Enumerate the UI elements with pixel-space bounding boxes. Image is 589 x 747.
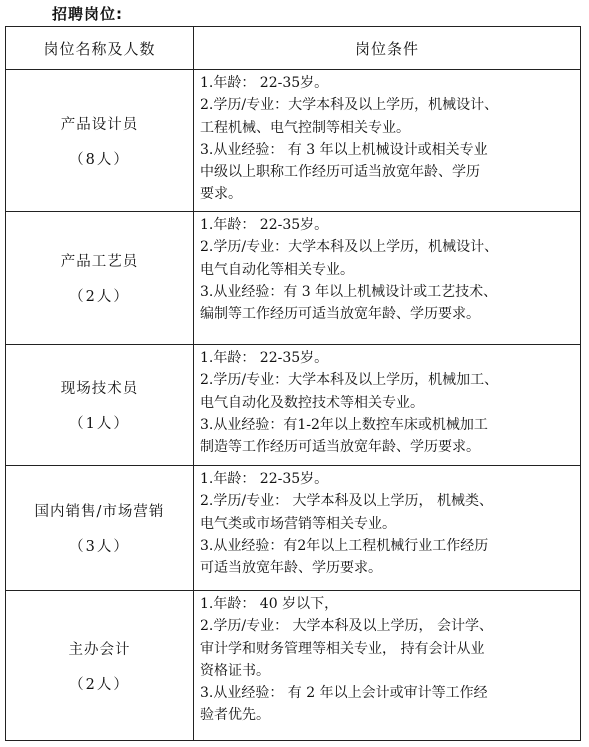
requirements-cell — [194, 345, 581, 466]
requirement-line: 3.从业经验： 有 2 年以上会计或审计等工作经 — [200, 685, 488, 702]
requirement-line: 2.学历/专业：大学本科及以上学历，机械设计、 — [200, 97, 499, 114]
requirement-line: 电气自动化等相关专业。 — [200, 261, 354, 278]
position-cell — [6, 345, 194, 466]
position-headcount: （8人） — [69, 151, 130, 168]
position-cell — [6, 466, 194, 591]
requirement-line: 资格证书。 — [200, 662, 270, 679]
requirement-line: 3.从业经验：有 3 年以上机械设计或工艺技术、 — [200, 283, 498, 300]
requirement-line: 1.年龄： 22-35岁。 — [200, 350, 329, 366]
requirement-line: 3.从业经验：有1-2年以上数控车床或机械加工 — [200, 416, 488, 433]
header-requirements: 岗位条件 — [194, 27, 581, 70]
requirements-cell — [194, 466, 581, 591]
requirement-line: 中级以上职称工作经历可适当放宽年龄、学历 — [200, 164, 480, 181]
table-row — [6, 212, 581, 345]
header-position-name: 岗位名称及人数 — [6, 27, 194, 70]
position-title: 产品设计员 — [60, 116, 139, 133]
position-title: 产品工艺员 — [60, 254, 139, 270]
position-title: 主办会计 — [68, 641, 131, 658]
requirement-line: 3.从业经验：有2年以上工程机械行业工作经历 — [200, 537, 489, 554]
table-row — [6, 591, 581, 741]
requirement-line: 验者优先。 — [200, 707, 270, 724]
requirement-line: 3.从业经验： 有 3 年以上机械设计或相关专业 — [200, 141, 488, 158]
position-title: 国内销售/市场营销 — [34, 504, 165, 520]
requirement-line: 审计学和财务管理等相关专业， 持有会计从业 — [200, 640, 485, 657]
requirement-line: 2.学历/专业： 大学本科及以上学历， 机械类、 — [200, 493, 493, 510]
requirement-line: 1.年龄： 22-35岁。 — [200, 217, 329, 233]
requirements-cell — [194, 591, 581, 741]
table-header-row — [6, 27, 581, 70]
requirement-line: 1.年龄： 22-35岁。 — [200, 471, 329, 487]
position-cell — [6, 70, 194, 212]
requirement-line: 要求。 — [200, 186, 242, 203]
requirement-line: 制造等工作经历可适当放宽年龄、学历要求。 — [200, 439, 480, 456]
position-cell — [6, 212, 194, 345]
requirement-line: 编制等工作经历可适当放宽年龄、学历要求。 — [200, 306, 480, 323]
requirement-line: 2.学历/专业：大学本科及以上学历，机械设计、 — [200, 239, 499, 256]
requirement-line: 2.学历/专业： 大学本科及以上学历， 会计学、 — [200, 618, 493, 635]
requirement-line: 可适当放宽年龄、学历要求。 — [200, 560, 382, 577]
requirement-line: 工程机械、电气控制等相关专业。 — [200, 119, 410, 136]
table-row — [6, 466, 581, 591]
requirements-cell — [194, 70, 581, 212]
position-title: 现场技术员 — [60, 381, 139, 397]
section-heading: 招聘岗位: — [52, 5, 123, 23]
requirement-line: 1.年龄： 22-35岁。 — [200, 75, 329, 91]
requirement-line: 2.学历/专业：大学本科及以上学历，机械加工、 — [200, 372, 499, 389]
position-headcount: （2人） — [69, 289, 130, 305]
requirement-line: 1.年龄： 40 岁以下， — [200, 596, 339, 612]
position-cell — [6, 591, 194, 741]
requirement-line: 电气自动化及数控技术等相关专业。 — [200, 394, 424, 411]
position-headcount: （3人） — [69, 539, 130, 555]
table-row — [6, 70, 581, 212]
position-headcount: （2人） — [69, 676, 130, 693]
job-positions-table — [5, 26, 581, 741]
requirements-cell — [194, 212, 581, 345]
requirement-line: 电气类或市场营销等相关专业。 — [200, 515, 396, 532]
position-headcount: （1人） — [69, 416, 130, 432]
table-row — [6, 345, 581, 466]
